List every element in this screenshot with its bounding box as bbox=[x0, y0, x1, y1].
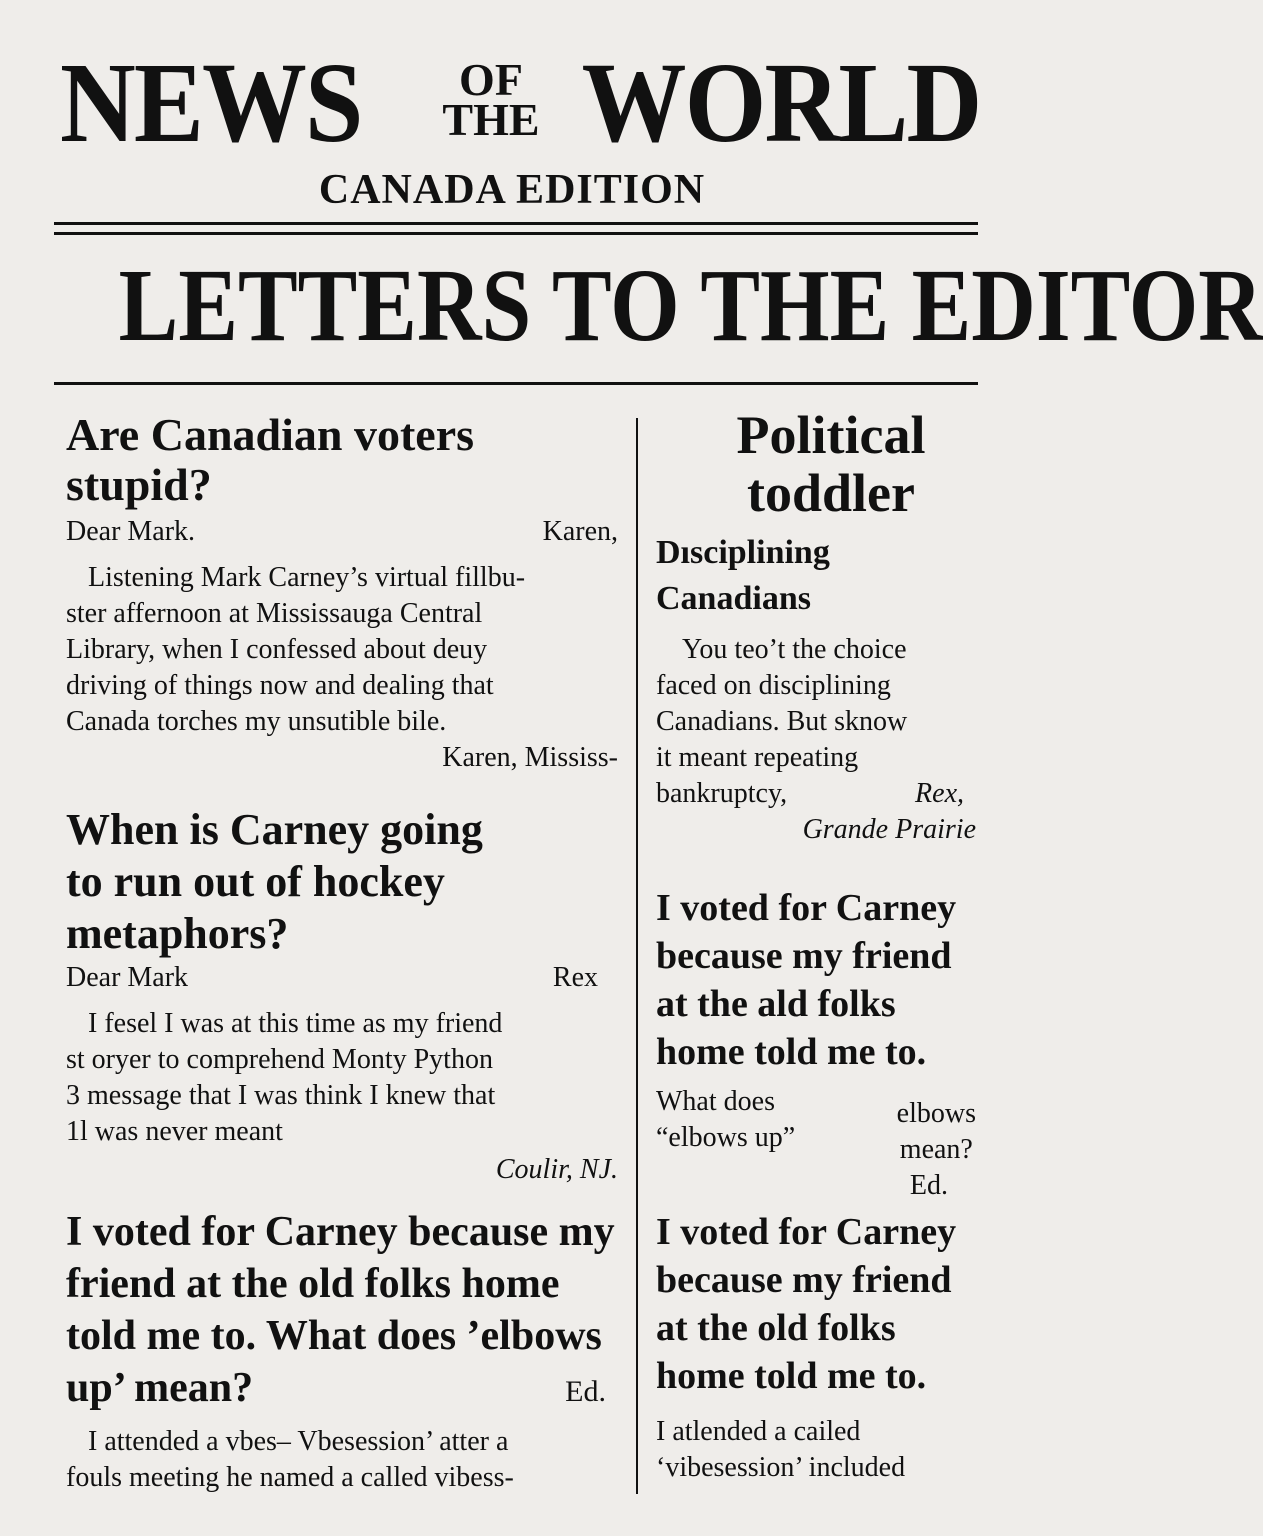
signature-name: Rex, bbox=[915, 778, 964, 809]
letter-headline: I voted for Carney because my friend at the ald folks home told me to. bbox=[656, 887, 957, 1073]
letter-question: What does “elbows up” elbows mean? bbox=[656, 1086, 976, 1165]
salutation: Dear Mark bbox=[66, 962, 189, 993]
masthead-news: NEWS bbox=[60, 39, 362, 166]
letter-political-toddler bbox=[656, 406, 976, 848]
section-rule bbox=[54, 382, 978, 385]
letter-subheadline: Dısciplining Canadians bbox=[656, 534, 830, 617]
masthead-of-the bbox=[416, 54, 566, 145]
masthead-the: THE bbox=[442, 94, 540, 145]
letter-body: I attended a vbes– Vbesession’ atter a fouls meeting he named a called vibess- bbox=[66, 1426, 514, 1493]
letter-salutation-row bbox=[66, 960, 618, 996]
letter-signature: Coulir, NJ. bbox=[495, 1154, 618, 1185]
letter-signature: Ed. bbox=[909, 1170, 948, 1201]
masthead-rule-top bbox=[54, 222, 978, 225]
letter-body: I atlended a cailed ‘vibesession’ included bbox=[656, 1416, 906, 1483]
letter-elbows-up bbox=[66, 1206, 618, 1496]
letter-signature: Karen, Mississ- bbox=[442, 742, 618, 773]
recipient: Karen, bbox=[542, 516, 618, 547]
letter-signature: Ed. bbox=[565, 1375, 606, 1408]
masthead bbox=[60, 39, 980, 166]
letter-voters-stupid bbox=[66, 410, 618, 776]
column-divider bbox=[636, 418, 638, 1494]
recipient: Rex bbox=[552, 962, 598, 993]
letter-body: You teo’t the choice faced on disciplining Canadians. But sknow it meant repeating bankruptcy, Rex, bbox=[656, 632, 976, 812]
edition-label: CANADA EDITION bbox=[318, 167, 706, 213]
letter-headline: I voted for Carney because my friend at the old folks home told me to. bbox=[656, 1211, 957, 1397]
letter-headline: I voted for Carney because my friend at the old folks home told me to. What does ’elbows up’ mean? Ed. bbox=[66, 1206, 618, 1418]
masthead-of: OF bbox=[459, 54, 523, 105]
letter-body: I fesel I was at this time as my friend st oryer to comprehend Monty Python 3 message that I was think I knew that 1l was never meant bbox=[66, 1008, 503, 1147]
letter-headline: Are Canadian voters stupid? bbox=[66, 409, 475, 510]
letter-headline: When is Carney going to run out of hockey metaphors? bbox=[66, 805, 483, 958]
letter-hockey-metaphors bbox=[66, 804, 618, 1190]
letter-old-folks-home bbox=[656, 884, 976, 1204]
section-title: LETTERS TO THE EDITOR bbox=[118, 248, 1263, 363]
letter-body: Listening Mark Carney’s virtual fillbu- ster affernoon at Mississauga Central Library, when I confessed about deuy driving of things now and dealing that Canada torches my unsutible bile. bbox=[66, 562, 526, 737]
signature-place: Grande Prairie bbox=[802, 814, 976, 845]
letter-headline: Political toddler bbox=[736, 405, 926, 523]
letter-salutation-row bbox=[66, 514, 618, 550]
masthead-world: WORLD bbox=[581, 39, 980, 166]
salutation: Dear Mark. bbox=[66, 516, 196, 547]
letter-old-folks-home-2 bbox=[656, 1208, 976, 1486]
masthead-rule-bottom bbox=[54, 232, 978, 235]
